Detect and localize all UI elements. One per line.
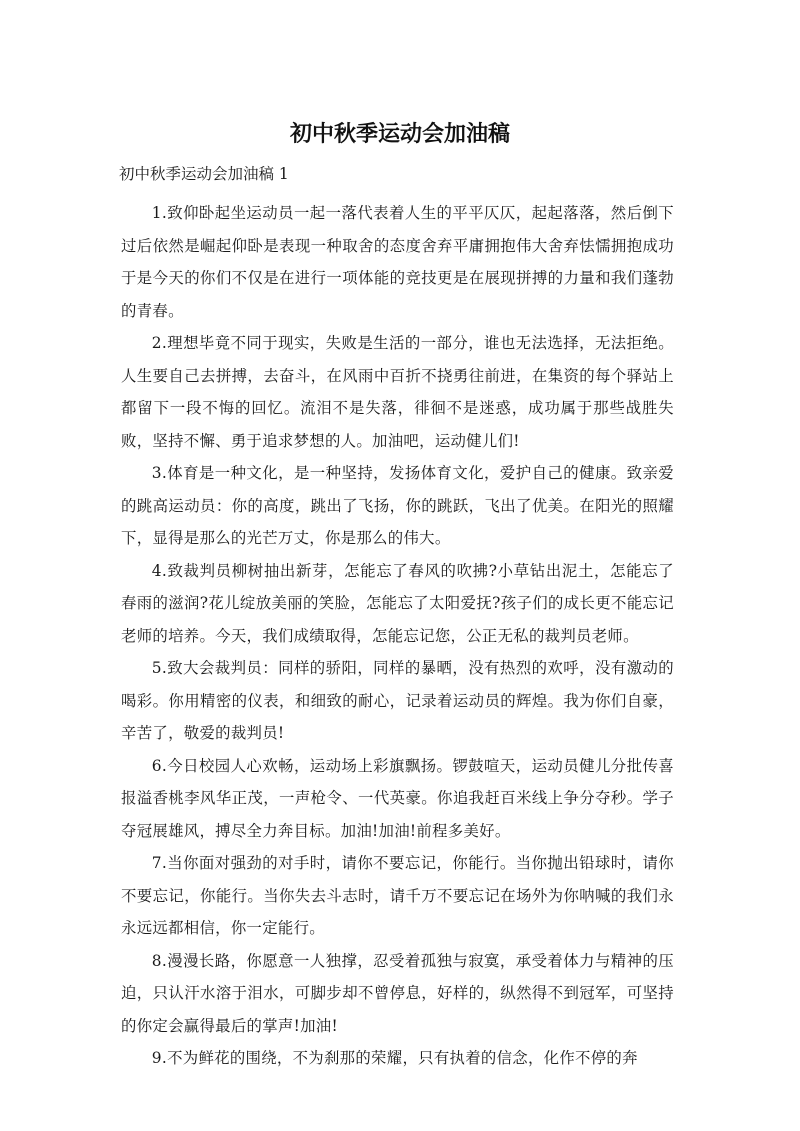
paragraph-4: 4.致裁判员柳树抽出新芽，怎能忘了春风的吹拂?小草钻出泥土，怎能忘了春雨的滋润?花儿绽放美丽的笑脸，怎能忘了太阳爱抚?孩子们的成长更不能忘记老师的培养。今天，我们成绩取得，怎能忘记您，公正无私的裁判员老师。	[121, 561, 674, 645]
paragraph-1: 1.致仰卧起坐运动员一起一落代表着人生的平平仄仄，起起落落，然后倒下过后依然是崛起仰卧是表现一种取舍的态度舍弃平庸拥抱伟大舍弃怯懦拥抱成功于是今天的你们不仅是在进行一项体能的竞技更是在展现拼搏的力量和我们蓬勃的青春。	[121, 204, 674, 320]
paragraph-7: 7.当你面对强劲的对手时，请你不要忘记，你能行。当你抛出铅球时，请你不要忘记，你能行。当你失去斗志时，请千万不要忘记在场外为你呐喊的我们永永远远都相信，你一定能行。	[121, 854, 674, 937]
paragraph-2: 2.理想毕竟不同于现实，失败是生活的一部分，谁也无法选择，无法拒绝。人生要自己去拼搏，去奋斗，在风雨中百折不挠勇往前进，在集资的每个驿站上都留下一段不悔的回忆。流泪不是失落，徘徊不是迷惑，成功属于那些战胜失败，坚持不懈、勇于追求梦想的人。加油吧，运动健儿们!	[121, 334, 674, 450]
paragraph-5: 5.致大会裁判员：同样的骄阳，同样的暴晒，没有热烈的欢呼，没有激动的喝彩。你用精密的仪表，和细致的耐心，记录着运动员的辉煌。我为你们自豪，辛苦了，敬爱的裁判员!	[121, 659, 674, 742]
paragraph-9: 9.不为鲜花的围绕，不为刹那的荣耀，只有执着的信念，化作不停的奔	[151, 1049, 638, 1067]
paragraph-6: 6.今日校园人心欢畅，运动场上彩旗飘扬。锣鼓喧天，运动员健儿分批传喜报溢香桃李风华正茂，一声枪令、一代英豪。你追我赶百米线上争分夺秒。学子夺冠展雄风，搏尽全力奔目标。加油!加油!前程多美好。	[121, 756, 674, 840]
document-title: 初中秋季运动会加油稿	[289, 122, 510, 147]
document-body	[121, 197, 674, 1075]
paragraph-8: 8.漫漫长路，你愿意一人独撑，忍受着孤独与寂寞，承受着体力与精神的压迫，只认汗水溶于泪水，可脚步却不曾停息，好样的，纵然得不到冠军，可坚持的你定会赢得最后的掌声!加油!	[121, 951, 674, 1035]
paragraph-3: 3.体育是一种文化，是一种坚持，发扬体育文化，爱护自己的健康。致亲爱的跳高运动员：你的高度，跳出了飞扬，你的跳跃，飞出了优美。在阳光的照耀下，显得是那么的光芒万丈，你是那么的伟大。	[121, 464, 674, 547]
section-subheading: 初中秋季运动会加油稿 1	[119, 165, 289, 183]
